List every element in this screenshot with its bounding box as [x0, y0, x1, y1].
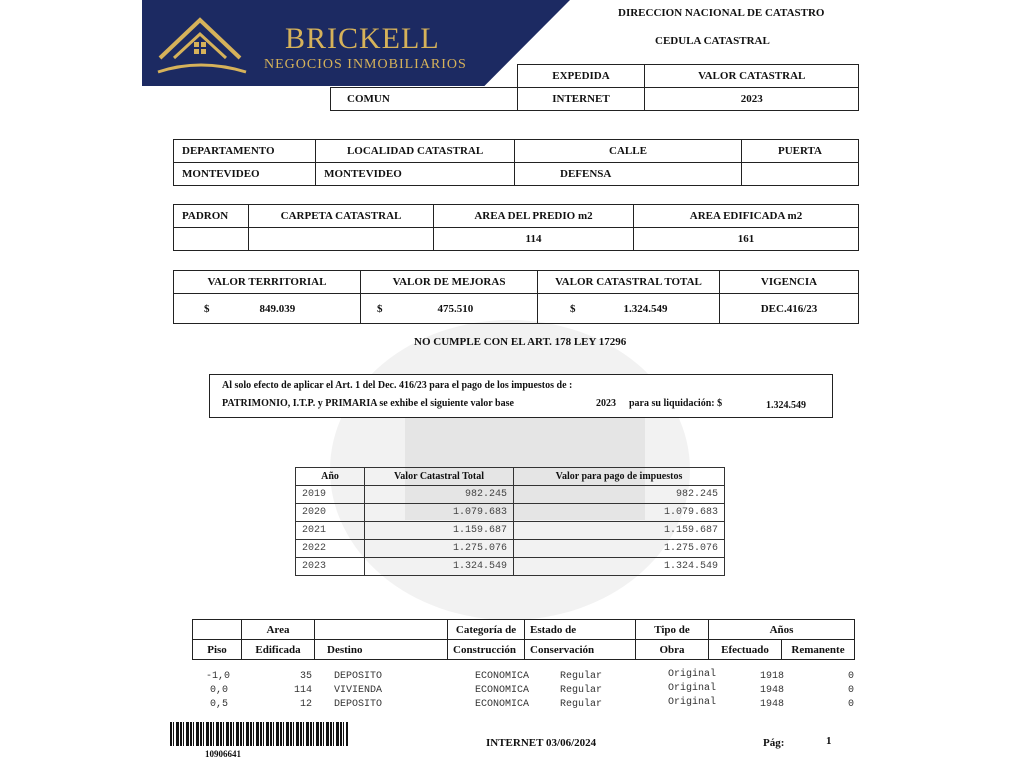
- decree-box: [209, 374, 833, 418]
- padron-value: [174, 228, 249, 251]
- history-header-total: Valor Catastral Total: [365, 468, 514, 486]
- header-departamento: DEPARTAMENTO: [174, 140, 316, 163]
- history-total: 1.079.683: [365, 504, 514, 522]
- issue-channel: INTERNET: [517, 88, 645, 111]
- header-valor-territorial: VALOR TERRITORIAL: [174, 271, 361, 294]
- header-obra: Obra: [636, 640, 709, 660]
- group-header-tipo: Tipo de: [636, 620, 709, 640]
- decree-amount: 1.324.549: [766, 400, 806, 411]
- history-tax: 1.275.076: [514, 540, 725, 558]
- floor-area: 114: [294, 685, 313, 696]
- carpeta-value: [249, 228, 434, 251]
- floor-conservacion: Regular: [560, 699, 603, 710]
- currency-symbol: $: [204, 302, 210, 315]
- page-number: 1: [826, 735, 832, 747]
- history-header-tax: Valor para pago de impuestos: [514, 468, 725, 486]
- floor-remanente: 0: [848, 685, 855, 696]
- floor-efectuado: 1918: [760, 671, 785, 682]
- brand-tagline: NEGOCIOS INMOBILIARIOS: [264, 57, 467, 72]
- history-total: 1.159.687: [365, 522, 514, 540]
- floor-destino: DEPOSITO: [334, 699, 383, 710]
- valor-mejoras-value: 475.510: [437, 302, 474, 315]
- header-puerta: PUERTA: [742, 140, 859, 163]
- history-table: [295, 467, 725, 576]
- floor-conservacion: Regular: [560, 685, 603, 696]
- document-title: CEDULA CATASTRAL: [655, 35, 770, 47]
- decree-line-2-end: para su liquidación: $: [629, 398, 723, 409]
- currency-symbol: $: [377, 302, 383, 315]
- barcode-number: 10906641: [205, 749, 241, 759]
- history-tax: 1.324.549: [514, 558, 725, 576]
- floor-remanente: 0: [848, 699, 855, 710]
- floor-remanente: 0: [848, 671, 855, 682]
- floor-piso: 0,5: [210, 699, 229, 710]
- header-valor-total: VALOR CATASTRAL TOTAL: [538, 271, 720, 294]
- floor-obra: Original: [668, 683, 717, 694]
- header-edificada: Edificada: [242, 640, 315, 660]
- decree-line-2: PATRIMONIO, I.T.P. y PRIMARIA se exhibe el siguiente valor base: [222, 398, 514, 409]
- history-header-year: Año: [296, 468, 365, 486]
- history-year: 2020: [296, 504, 365, 522]
- history-tax: 1.159.687: [514, 522, 725, 540]
- house-logo-icon: [154, 14, 250, 78]
- vigencia-value: DEC.416/23: [720, 294, 859, 324]
- floor-destino: VIVIENDA: [334, 685, 383, 696]
- header-area-edificada: AREA EDIFICADA m2: [634, 205, 859, 228]
- floor-area: 35: [300, 671, 313, 682]
- issue-table: [330, 64, 859, 111]
- issue-year: 2023: [645, 88, 859, 111]
- table-row: [296, 540, 725, 558]
- history-total: 1.324.549: [365, 558, 514, 576]
- brand-name: BRICKELL: [285, 22, 440, 55]
- issue-type: COMUN: [331, 88, 518, 111]
- group-header-anos: Años: [709, 620, 855, 640]
- group-header-estado: Estado de: [525, 620, 636, 640]
- decree-year: 2023: [596, 398, 616, 409]
- departamento-value: MONTEVIDEO: [174, 163, 316, 186]
- history-year: 2022: [296, 540, 365, 558]
- floor-piso: 0,0: [210, 685, 229, 696]
- area-predio-value: 114: [434, 228, 634, 251]
- floor-construccion: ECONOMICA: [475, 685, 530, 696]
- barcode: [170, 722, 348, 746]
- floor-obra: Original: [668, 697, 717, 708]
- history-year: 2023: [296, 558, 365, 576]
- parcel-table: [173, 204, 859, 251]
- header-construccion: Construcción: [448, 640, 525, 660]
- history-tax: 982.245: [514, 486, 725, 504]
- history-total: 1.275.076: [365, 540, 514, 558]
- location-table: [173, 139, 859, 186]
- header-conservacion: Conservación: [525, 640, 636, 660]
- header-valor-mejoras: VALOR DE MEJORAS: [361, 271, 538, 294]
- issued-date: INTERNET 03/06/2024: [486, 737, 597, 749]
- calle-value: DEFENSA: [515, 163, 742, 186]
- history-year: 2019: [296, 486, 365, 504]
- table-row: [296, 522, 725, 540]
- header-efectuado: Efectuado: [709, 640, 782, 660]
- valor-territorial-value: 849.039: [259, 302, 296, 315]
- table-row: [296, 558, 725, 576]
- header-calle: CALLE: [515, 140, 742, 163]
- currency-symbol: $: [570, 302, 576, 315]
- decree-line-1: Al solo efecto de aplicar el Art. 1 del Dec. 416/23 para el pago de los impuestos de :: [222, 380, 573, 391]
- table-row: [296, 486, 725, 504]
- page-label: Pág:: [763, 737, 785, 749]
- floor-efectuado: 1948: [760, 685, 785, 696]
- history-tax: 1.079.683: [514, 504, 725, 522]
- valor-total-value: 1.324.549: [623, 302, 668, 315]
- localidad-value: MONTEVIDEO: [316, 163, 515, 186]
- header-padron: PADRON: [174, 205, 249, 228]
- area-edificada-value: 161: [634, 228, 859, 251]
- header-area-predio: AREA DEL PREDIO m2: [434, 205, 634, 228]
- floor-piso: -1,0: [206, 671, 231, 682]
- group-header-categoria: Categoría de: [448, 620, 525, 640]
- header-destino: Destino: [315, 640, 448, 660]
- puerta-value: [742, 163, 859, 186]
- values-table: [173, 270, 859, 324]
- floor-area: 12: [300, 699, 313, 710]
- floor-obra: Original: [668, 669, 717, 680]
- floors-table: [192, 619, 855, 660]
- header-piso: Piso: [193, 640, 242, 660]
- floor-construccion: ECONOMICA: [475, 671, 530, 682]
- floor-destino: DEPOSITO: [334, 671, 383, 682]
- header-carpeta: CARPETA CATASTRAL: [249, 205, 434, 228]
- header-expedida: EXPEDIDA: [517, 65, 645, 88]
- compliance-notice: NO CUMPLE CON EL ART. 178 LEY 17296: [414, 336, 627, 348]
- history-year: 2021: [296, 522, 365, 540]
- table-row: [296, 504, 725, 522]
- history-total: 982.245: [365, 486, 514, 504]
- floor-conservacion: Regular: [560, 671, 603, 682]
- header-vigencia: VIGENCIA: [720, 271, 859, 294]
- header-valor-catastral: VALOR CATASTRAL: [645, 65, 859, 88]
- floor-efectuado: 1948: [760, 699, 785, 710]
- header-localidad: LOCALIDAD CATASTRAL: [316, 140, 515, 163]
- office-title: DIRECCION NACIONAL DE CATASTRO: [618, 7, 825, 19]
- floor-construccion: ECONOMICA: [475, 699, 530, 710]
- group-header-area: Area: [242, 620, 315, 640]
- header-remanente: Remanente: [782, 640, 855, 660]
